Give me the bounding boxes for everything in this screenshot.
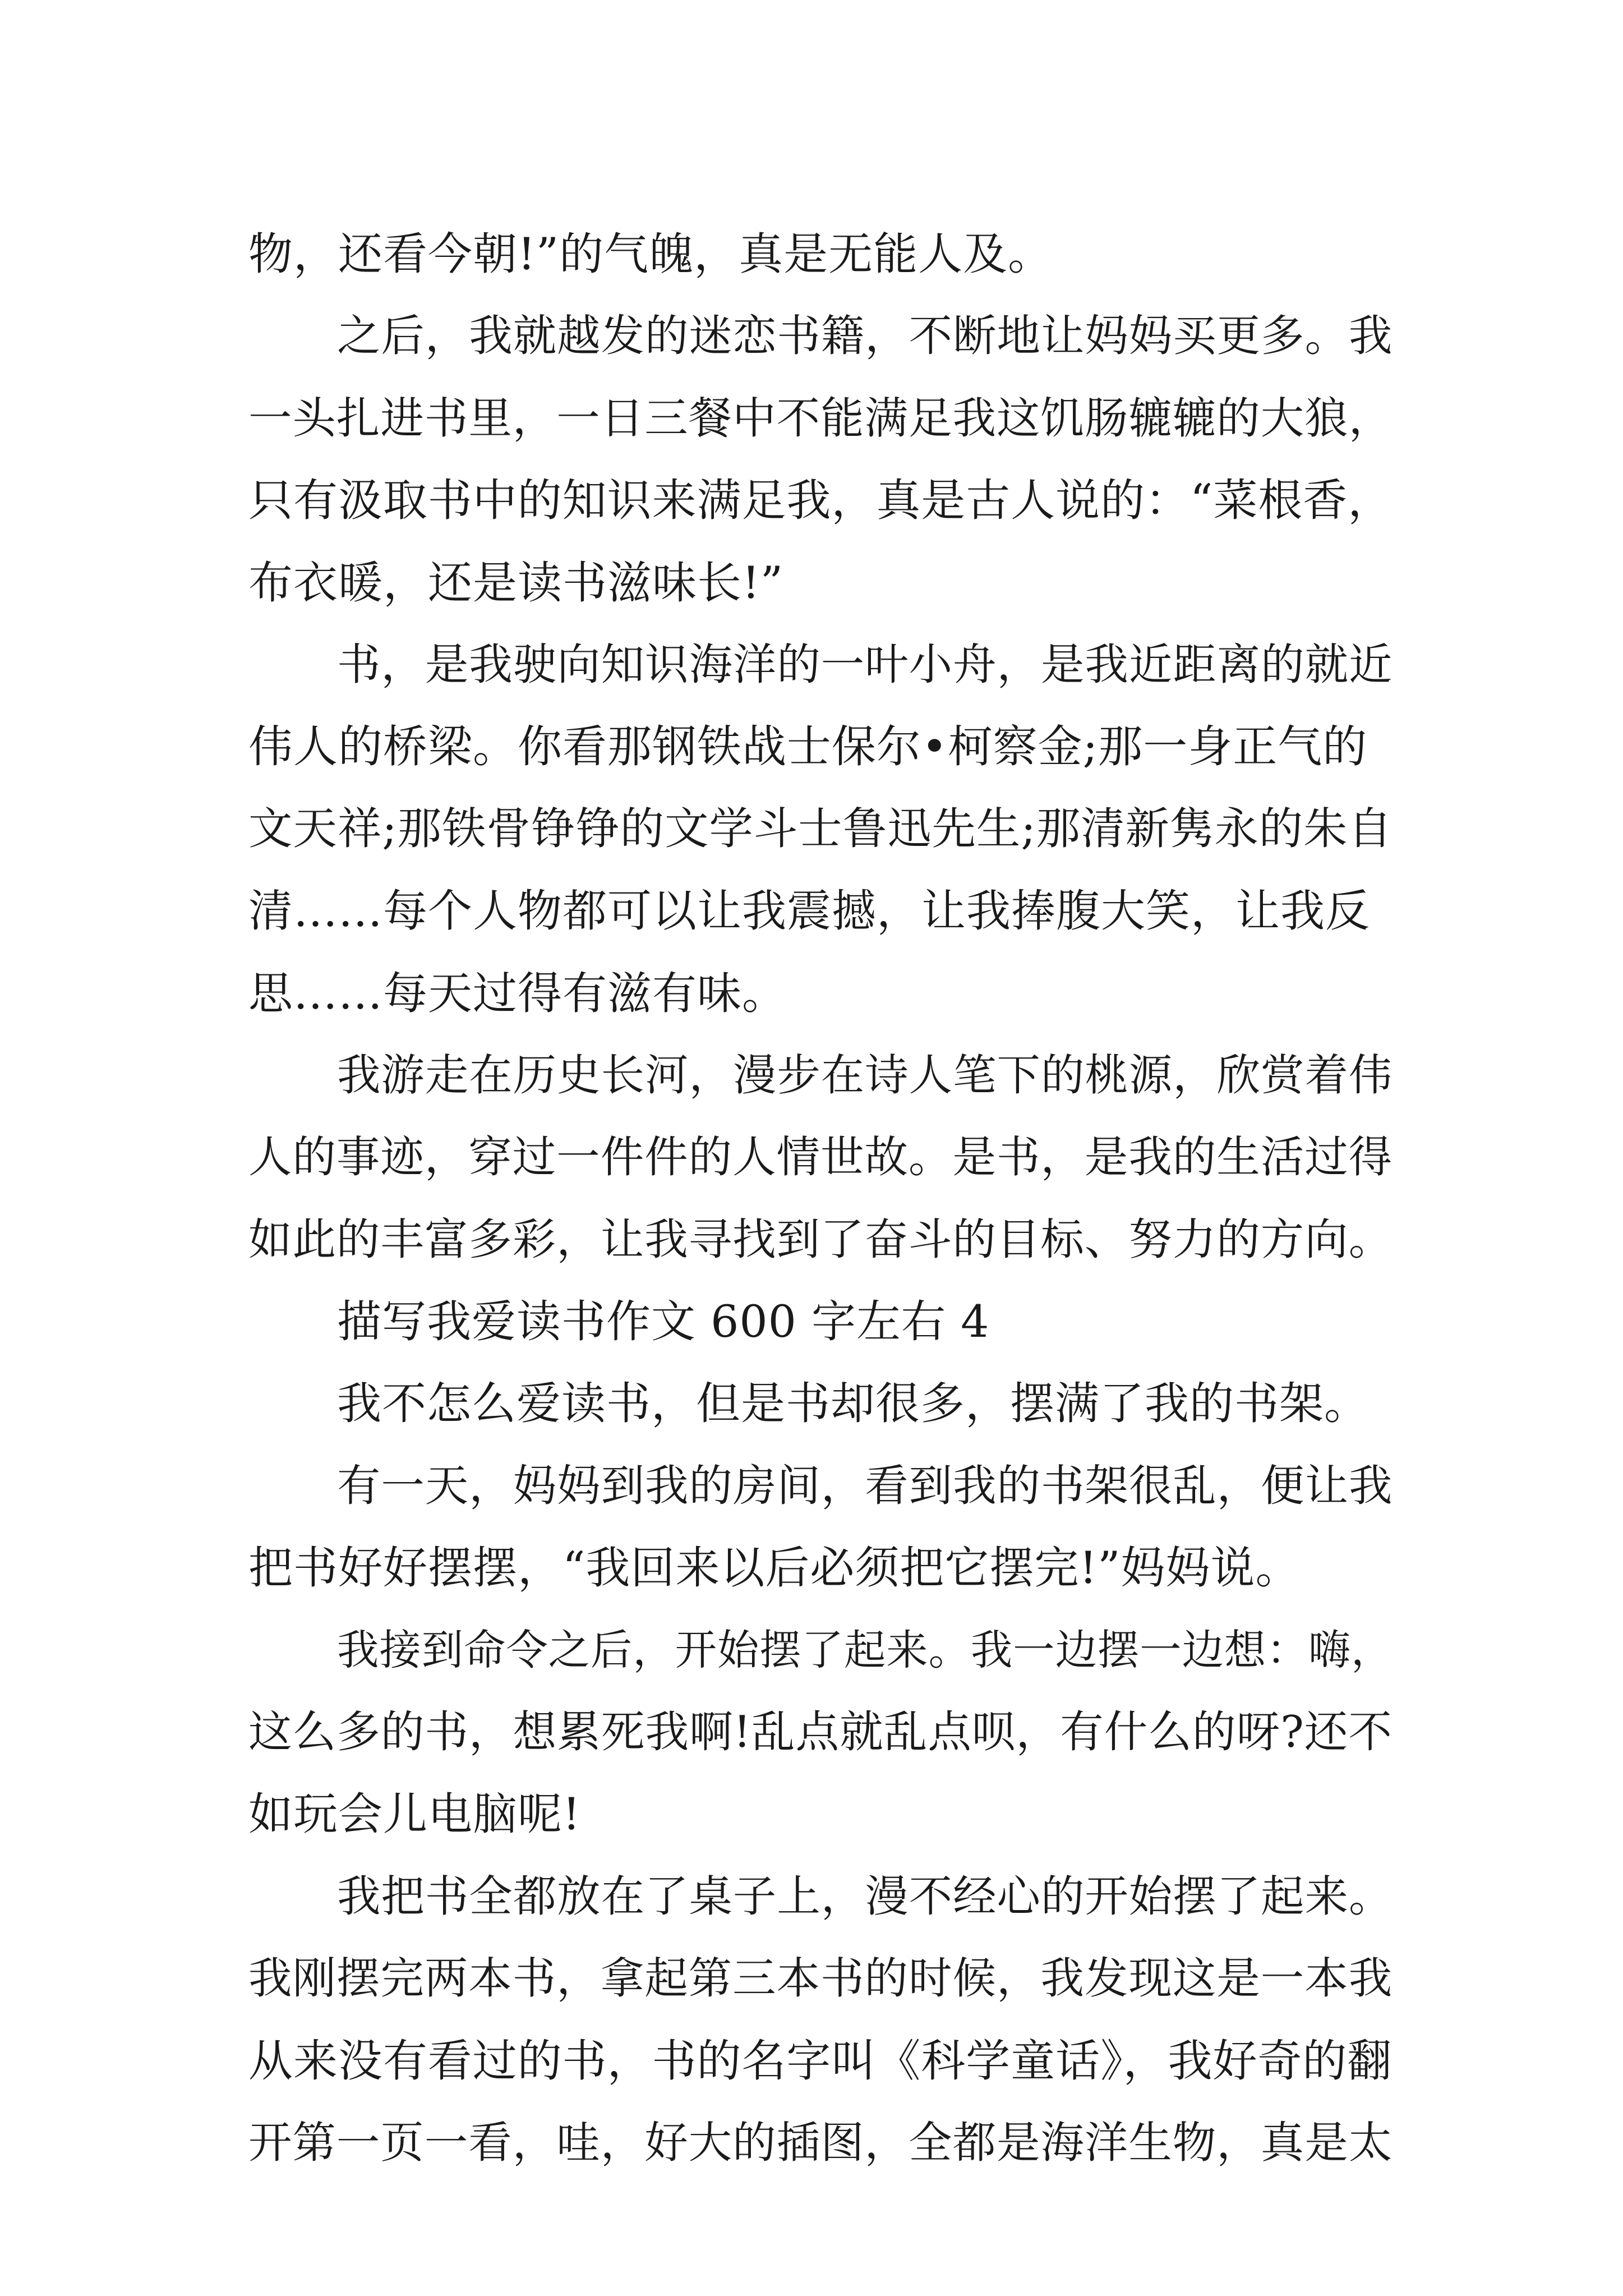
- text-line: 有一天，妈妈到我的房间，看到我的书架很乱，便让我: [337, 1460, 1393, 1511]
- document-body: [248, 213, 1393, 2184]
- text-line: 描写我爱读书作文 600 字左右 4: [337, 1296, 990, 1348]
- text-line: 我把书全都放在了桌子上，漫不经心的开始摆了起来。: [337, 1871, 1393, 1922]
- text-line: 我不怎么爱读书，但是书却很多，摆满了我的书架。: [337, 1378, 1369, 1430]
- text-line: 伟人的桥梁。你看那钢铁战士保尔•柯察金;那一身正气的: [248, 721, 1368, 773]
- text-line: 人的事迹，穿过一件件的人情世故。是书，是我的生活过得: [248, 1132, 1393, 1183]
- text-line: 物，还看今朝!”的气魄，真是无能人及。: [248, 228, 1053, 280]
- text-line: 文天祥;那铁骨铮铮的文学斗士鲁迅先生;那清新隽永的朱自: [248, 803, 1393, 854]
- text-line: 如此的丰富多彩，让我寻找到了奋斗的目标、努力的方向。: [248, 1214, 1393, 1265]
- text-line: 我接到命令之后，开始摆了起来。我一边摆一边想：嗨，: [337, 1625, 1394, 1674]
- text-line: 布衣暖，还是读书滋味长!”: [248, 556, 784, 609]
- text-line: 书，是我驶向知识海洋的一叶小舟，是我近距离的就近: [337, 639, 1393, 690]
- text-line: 从来没有看过的书，书的名字叫《科学童话》，我好奇的翻: [248, 2035, 1393, 2087]
- text-line: 把书好好摆摆，“我回来以后必须把它摆完!”妈妈说。: [248, 1542, 1301, 1594]
- text-line: 清……每个人物都可以让我震撼，让我捧腹大笑，让我反: [248, 885, 1370, 937]
- text-line: 如玩会儿电脑呢!: [248, 1788, 581, 1841]
- text-line: 之后，我就越发的迷恋书籍，不断地让妈妈买更多。我: [337, 311, 1393, 362]
- text-line: 只有汲取书中的知识来满足我，真是古人说的：“菜根香，: [248, 475, 1393, 527]
- text-line: 这么多的书，想累死我啊!乱点就乱点呗，有什么的呀?还不: [248, 1707, 1393, 1758]
- text-line: 我游走在历史长河，漫步在诗人笔下的桃源，欣赏着伟: [337, 1050, 1393, 1101]
- text-line: 我刚摆完两本书，拿起第三本书的时候，我发现这是一本我: [248, 1953, 1393, 2004]
- text-line: 一头扎进书里，一日三餐中不能满足我这饥肠辘辘的大狼，: [248, 393, 1393, 444]
- text-line: 思……每天过得有滋有味。: [248, 967, 787, 1019]
- text-line: 开第一页一看，哇，好大的插图，全都是海洋生物，真是太: [248, 2117, 1393, 2168]
